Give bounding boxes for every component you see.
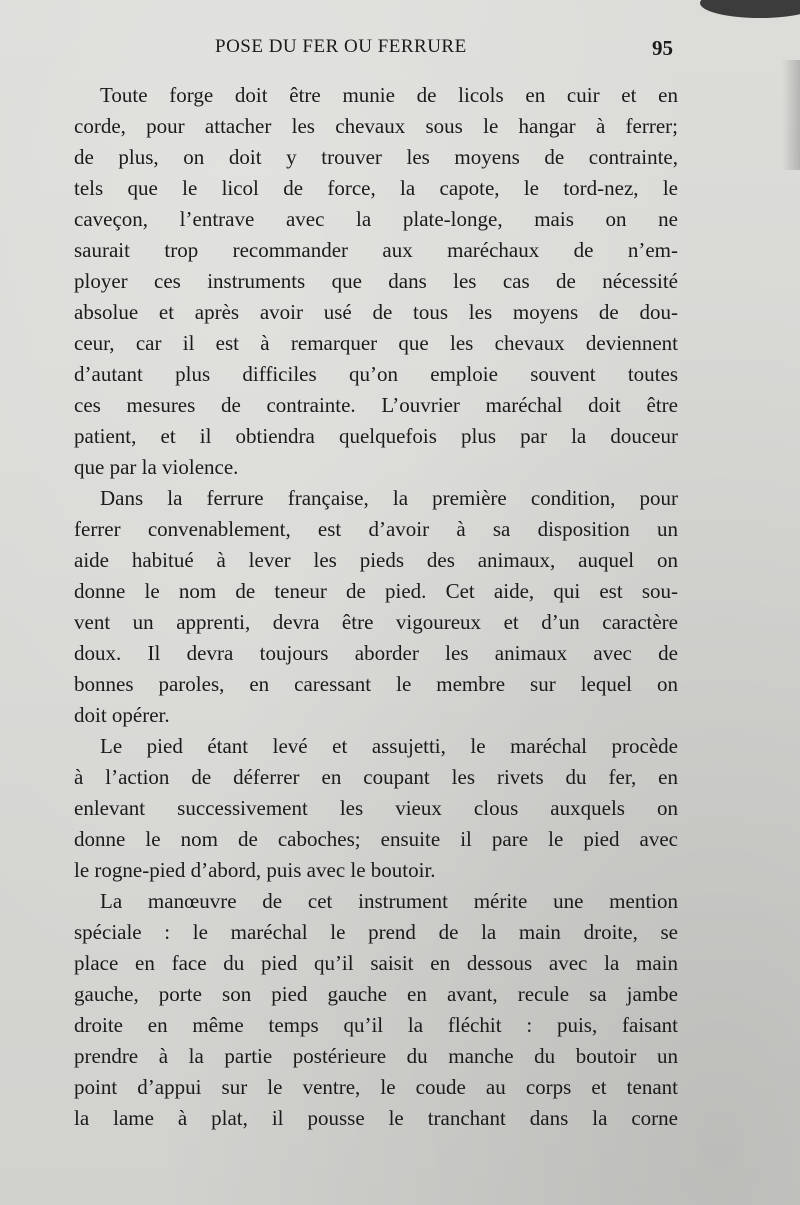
text-line: Toute forge doit être munie de licols en cuir et en — [100, 83, 678, 107]
text-line: donne le nom de caboches; ensuite il pare le pied avec — [74, 827, 678, 851]
text-line: vent un apprenti, devra être vigoureux et d’un caractère — [74, 610, 678, 634]
text-line: ces mesures de contrainte. L’ouvrier maréchal doit être — [74, 393, 678, 417]
text-line: ferrer convenablement, est d’avoir à sa disposition un — [74, 517, 678, 541]
text-line: Dans la ferrure française, la première condition, pour — [100, 486, 678, 510]
text-line: corde, pour attacher les chevaux sous le hangar à ferrer; — [74, 114, 678, 138]
page-edge-shadow — [782, 60, 800, 170]
text-line: saurait trop recommander aux maréchaux de n’em- — [74, 238, 678, 262]
page-number: 95 — [652, 36, 673, 60]
text-line: point d’appui sur le ventre, le coude au corps et tenant — [74, 1075, 678, 1099]
text-line: de plus, on doit y trouver les moyens de contrainte, — [74, 145, 678, 169]
text-line: doit opérer. — [74, 703, 170, 727]
text-line: le rogne-pied d’abord, puis avec le boutoir. — [74, 858, 436, 882]
text-line: absolue et après avoir usé de tous les moyens de dou- — [74, 300, 678, 324]
text-line: d’autant plus difficiles qu’on emploie souvent toutes — [74, 362, 678, 386]
running-header — [0, 36, 800, 62]
text-line: donne le nom de teneur de pied. Cet aide, qui est sou- — [74, 579, 678, 603]
text-line: gauche, porte son pied gauche en avant, recule sa jambe — [74, 982, 678, 1006]
text-line: enlevant successivement les vieux clous auxquels on — [74, 796, 678, 820]
text-line: bonnes paroles, en caressant le membre sur lequel on — [74, 672, 678, 696]
text-line: la lame à plat, il pousse le tranchant dans la corne — [74, 1106, 678, 1130]
text-line: à l’action de déferrer en coupant les rivets du fer, en — [74, 765, 678, 789]
page-corner-shadow — [700, 0, 800, 18]
text-line: spéciale : le maréchal le prend de la main droite, se — [74, 920, 678, 944]
text-line: ployer ces instruments que dans les cas de nécessité — [74, 269, 678, 293]
text-line: droite en même temps qu’il la fléchit : puis, faisant — [74, 1013, 678, 1037]
text-line: aide habitué à lever les pieds des animaux, auquel on — [74, 548, 678, 572]
text-line: patient, et il obtiendra quelquefois plus par la douceur — [74, 424, 678, 448]
text-line: place en face du pied qu’il saisit en dessous avec la main — [74, 951, 678, 975]
text-line: caveçon, l’entrave avec la plate-longe, mais on ne — [74, 207, 678, 231]
text-line: Le pied étant levé et assujetti, le maréchal procède — [100, 734, 678, 758]
text-line: doux. Il devra toujours aborder les animaux avec de — [74, 641, 678, 665]
body-text — [74, 80, 678, 1134]
running-title: POSE DU FER OU FERRURE — [215, 36, 467, 57]
text-line: tels que le licol de force, la capote, le tord-nez, le — [74, 176, 678, 200]
text-line: La manœuvre de cet instrument mérite une mention — [100, 889, 678, 913]
text-line: prendre à la partie postérieure du manche du boutoir un — [74, 1044, 678, 1068]
text-line: ceur, car il est à remarquer que les chevaux deviennent — [74, 331, 678, 355]
text-line: que par la violence. — [74, 455, 239, 479]
